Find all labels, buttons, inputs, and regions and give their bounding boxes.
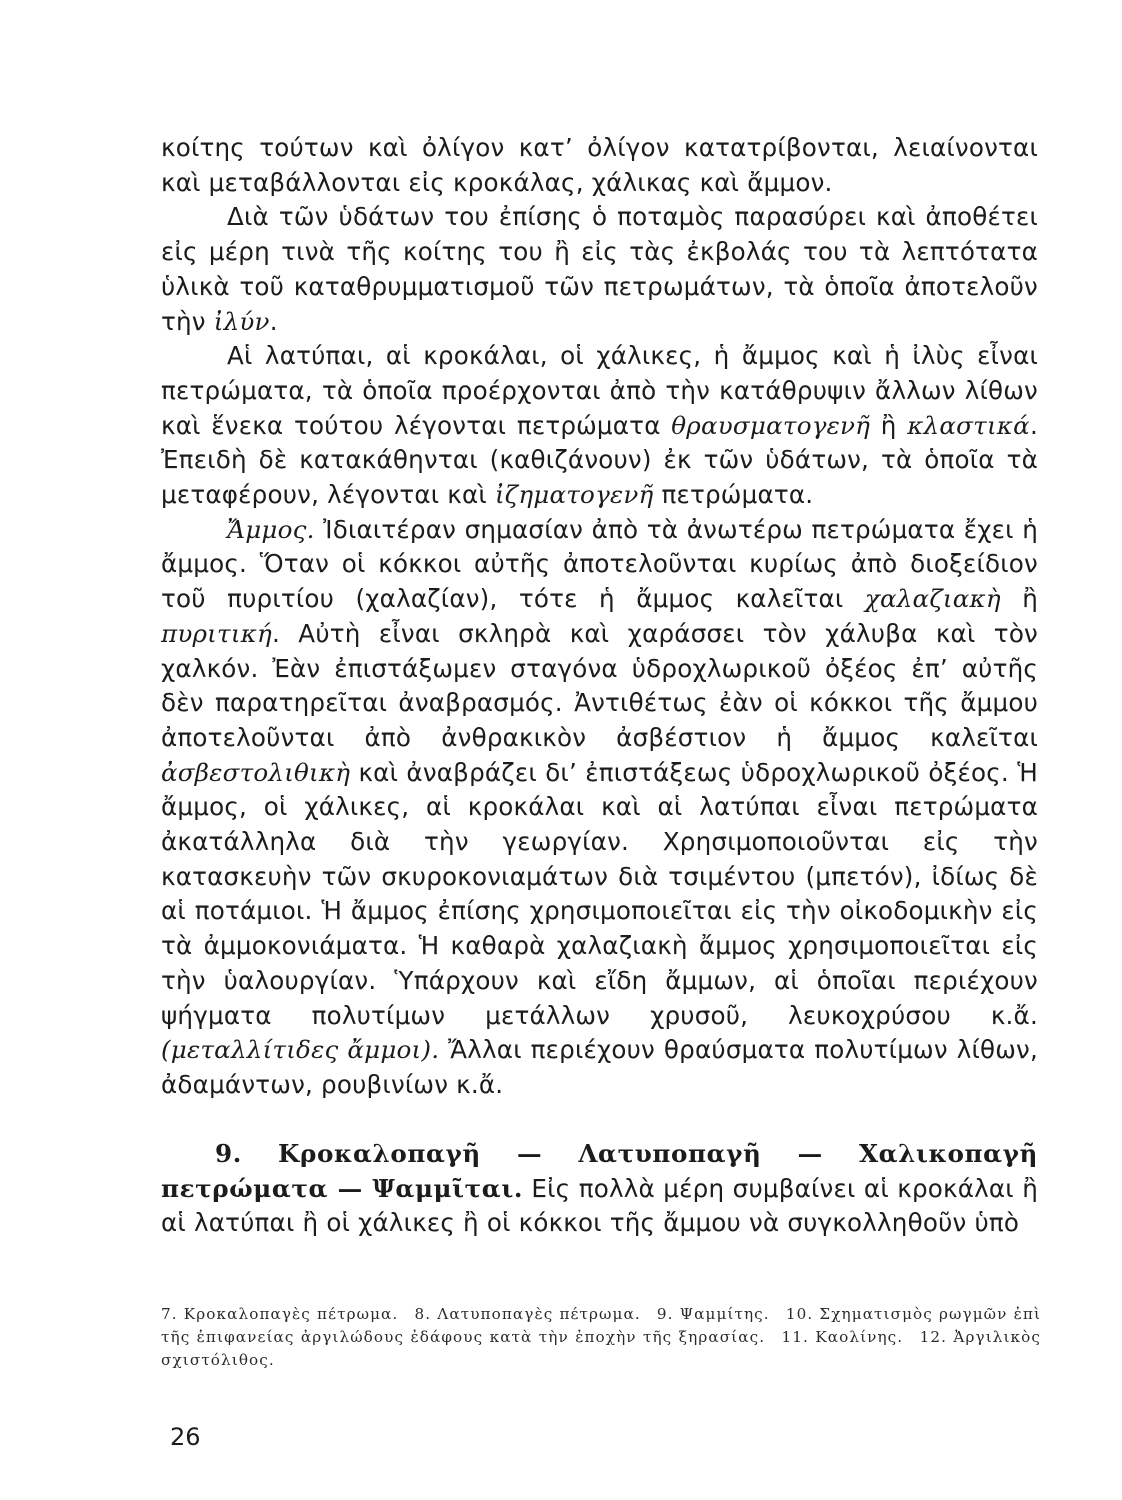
paragraph-1 [161, 131, 1038, 200]
section-9-paragraph [161, 1137, 1038, 1241]
paragraph-4-text-d: Ἄλλαι περιέχουν θραύσματα πολυτίμων λίθων, ἀδαμάντων, ρουβινίων κ.ἄ. [161, 1035, 1038, 1099]
paragraph-3-text-a: Αἱ λατύπαι, αἱ κροκάλαι, οἱ χάλικες, ἡ ἄμμος καὶ ἡ ἰλὺς εἶναι πετρώματα, τὰ ὁποῖα προέρχονται ἀπὸ τὴν κατάθρυψιν ἄλλων λίθων καὶ ἕνεκα τούτου λέγονται πετρώματα [161, 341, 1038, 440]
paragraph-4-text-b: . Αὐτὴ εἶναι σκληρὰ καὶ χαράσσει τὸν χάλυβα καὶ τὸν χαλκόν. Ἐὰν ἐπιστάξωμεν σταγόνα ὑδροχλωρικοῦ ὀξέος ἐπ’ αὐτῆς δὲν παρατηρεῖται ἀναβρασμός. Ἀντιθέτως ἐὰν οἱ κόκκοι τῆς ἄμμου ἀποτελοῦνται ἀπὸ ἀνθρακικὸν ἀσβέστιον ἡ ἄμμος καλεῖται [161, 618, 1038, 752]
footnote-11: 11. Καολίνης. [781, 1328, 904, 1346]
term-ilys: ἰλύν [213, 306, 270, 336]
paragraph-1-text: κοίτης τούτων καὶ ὀλίγον κατ’ ὀλίγον κατατρίβονται, λειαίνονται καὶ μεταβάλλονται εἰς κροκάλας, χάλικας καὶ ἄμμον. [161, 133, 1038, 197]
term-metallitides: (μεταλλίτιδες ἄμμοι). [161, 1035, 440, 1065]
paragraph-4-text-a: Ἰδιαιτέραν σημασίαν ἀπὸ τὰ ἀνωτέρω πετρώματα ἔχει ἡ ἄμμος. Ὅταν οἱ κόκκοι αὐτῆς ἀποτελοῦνται κυρίως ἀπὸ διοξείδιον τοῦ πυριτίου (χαλαζίαν), τότε ἡ ἄμμος καλεῖται [161, 514, 1038, 614]
term-klastika: κλαστικά [907, 410, 1030, 440]
footnote-8: 8. Λατυποπαγὲς πέτρωμα. [414, 1305, 641, 1323]
paragraph-4-conj: ἢ [1022, 584, 1038, 614]
paragraph-2-end: . [269, 306, 278, 336]
paragraph-3-text-c: πετρώματα. [661, 480, 814, 510]
main-text [161, 131, 1038, 1103]
term-pyritiki: πυριτική [161, 618, 272, 648]
paragraph-4 [161, 513, 1038, 1103]
footnote-7: 7. Κροκαλοπαγὲς πέτρωμα. [161, 1305, 399, 1323]
term-izimatogeni: ἰζηματογενῆ [494, 480, 654, 510]
section-text: Εἰς πολλὰ μέρη συμβαίνει αἱ κροκάλαι ἢ αἱ λατύπαι ἢ οἱ χάλικες ἢ οἱ κόκκοι τῆς ἄμμου νὰ συγκολληθοῦν ὑπὸ [161, 1173, 1038, 1237]
section-heading: 9. Κροκαλοπαγῆ — Λατυποπαγῆ — Χαλικοπαγῆ πετρώματα — Ψαμμῖται. [161, 1139, 1038, 1203]
paragraph-2-text: Διὰ τῶν ὑδάτων του ἐπίσης ὁ ποταμὸς παρασύρει καὶ ἀποθέτει εἰς μέρη τινὰ τῆς κοίτης του ἢ εἰς τὰς ἐκβολάς του τὰ λεπτότατα ὑλικὰ τοῦ καταθρυμματισμοῦ τῶν πετρωμάτων, τὰ ὁποῖα ἀποτελοῦν τὴν [161, 202, 1038, 336]
paragraph-3-text-b: . Ἐπειδὴ δὲ κατακάθηνται (καθιζάνουν) ἐκ τῶν ὑδάτων, τὰ ὁποῖα τὰ μεταφέρουν, λέγονται καὶ [161, 410, 1038, 510]
section-9 [161, 1137, 1038, 1241]
term-chalaziaki: χαλαζιακὴ [864, 584, 1001, 614]
term-asvestolithiki: ἀσβεστολιθικὴ [161, 757, 351, 787]
paragraph-2 [161, 200, 1038, 339]
footnote-9: 9. Ψαμμίτης. [656, 1305, 770, 1323]
paragraph-3-conj: ἢ [880, 410, 897, 440]
footnote-12: 12. Ἀργιλικὸς σχιστόλιθος. [161, 1328, 1041, 1369]
subheading-ammos: Ἄμμος. [227, 514, 315, 544]
term-thrausmatogeni: θραυσματογενῆ [671, 410, 871, 440]
page-number: 26 [170, 1423, 201, 1451]
paragraph-4-text-c: καὶ ἀναβράζει δι’ ἐπιστάξεως ὑδροχλωρικοῦ ὀξέος. Ἡ ἄμμος, οἱ χάλικες, αἱ κροκάλαι καὶ αἱ λατύπαι εἶναι πετρώματα ἀκατάλληλα διὰ τὴν γεωργίαν. Χρησιμοποιοῦνται εἰς τὴν κατασκευὴν τῶν σκυροκονιαμάτων διὰ τσιμέντου (μπετόν), ἰδίως δὲ αἱ ποτάμιοι. Ἡ ἄμμος ἐπίσης χρησιμοποιεῖται εἰς τὴν οἰκοδομικὴν εἰς τὰ ἀμμοκονιάματα. Ἡ καθαρὰ χαλαζιακὴ ἄμμος χρησιμοποιεῖται εἰς τὴν ὑαλουργίαν. Ὑπάρχουν καὶ εἴδη ἄμμων, αἱ ὁποῖαι περιέχουν ψήγματα πολυτίμων μετάλλων χρυσοῦ, λευκοχρύσου κ.ἄ. [161, 757, 1038, 1030]
footnote-10: 10. Σχηματισμὸς ρωγμῶν ἐπὶ τῆς ἐπιφανείας ἀργιλώδους ἐδάφους κατὰ τὴν ἐποχὴν τῆς ξηρασίας. [161, 1305, 1041, 1346]
paragraph-3 [161, 339, 1038, 513]
footnotes [161, 1303, 1041, 1372]
